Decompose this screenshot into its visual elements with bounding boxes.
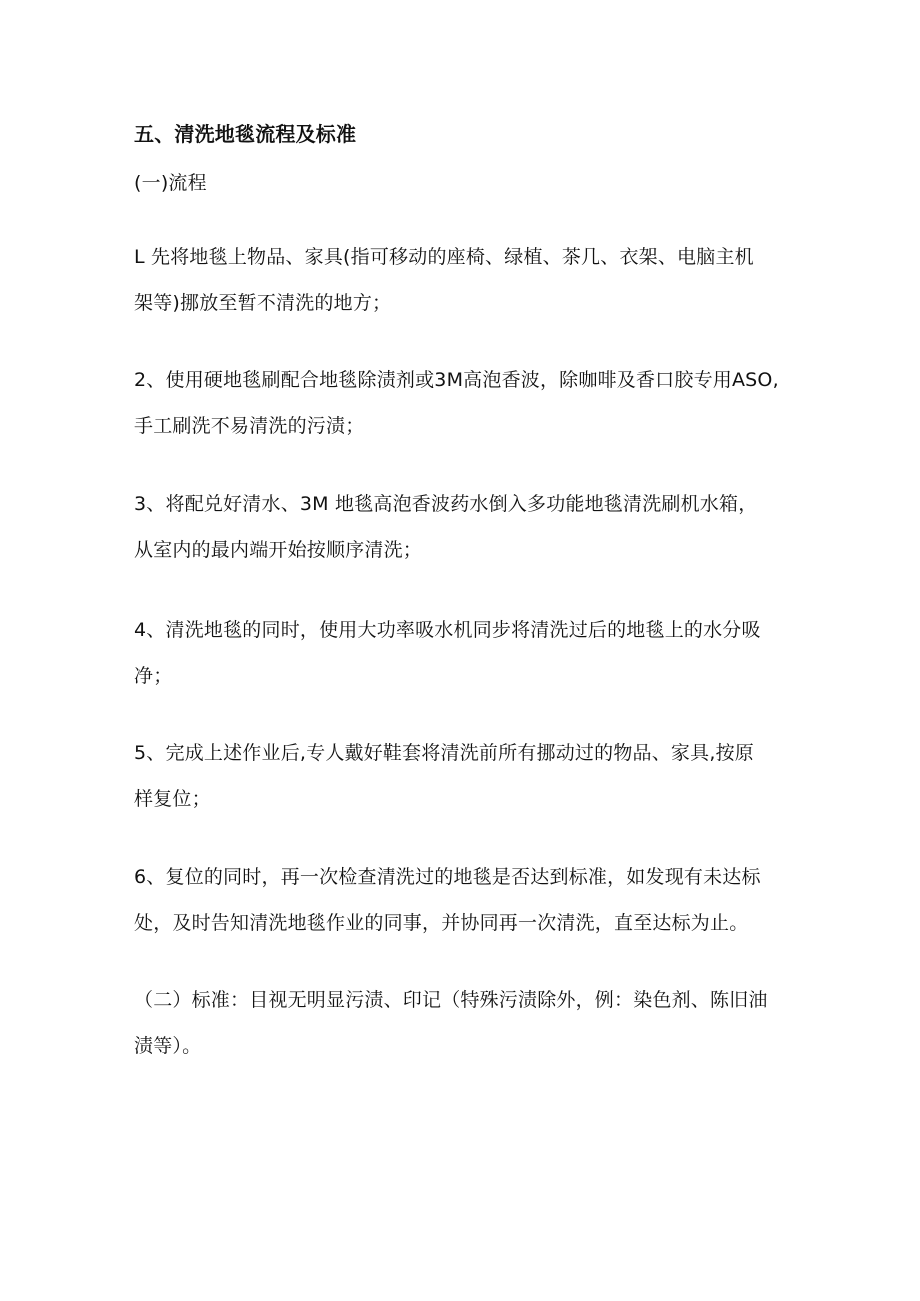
- step-1-line-2: 架等)挪放至暂不清洗的地方；: [134, 292, 392, 314]
- step-1-line-1: L 先将地毯上物品、家具(指可移动的座椅、绿植、茶几、衣架、电脑主机: [134, 246, 754, 268]
- section-title-text: 五、清洗地毯流程及标准: [134, 122, 357, 146]
- subsection-process-text: (一)流程: [134, 172, 207, 194]
- step-3-line-1: 3、将配兑好清水、3M 地毯高泡香波药水倒入多功能地毯清洗刷机水箱，: [134, 493, 758, 515]
- step-6-paragraph: [134, 854, 794, 946]
- step-4-line-2: 净；: [134, 665, 173, 687]
- step-2-paragraph: [134, 357, 794, 449]
- step-6-line-2: 处，及时告知清洗地毯作业的同事，并协同再一次清洗，直至达标为止。: [134, 912, 749, 934]
- step-5-paragraph: [134, 730, 794, 822]
- standard-line-1: （二）标准：目视无明显污渍、印记（特殊污渍除外，例：染色剂、陈旧油: [134, 989, 768, 1011]
- standard-paragraph: [134, 977, 794, 1069]
- step-3-line-2: 从室内的最内端开始按顺序清洗；: [134, 539, 423, 561]
- step-2-line-2: 手工刷洗不易清洗的污渍；: [134, 415, 365, 437]
- step-4-paragraph: [134, 607, 794, 699]
- step-1-paragraph: [134, 234, 794, 326]
- step-2-line-1: 2、使用硬地毯刷配合地毯除渍剂或3M高泡香波，除咖啡及香口胶专用ASO,: [134, 369, 779, 391]
- step-4-line-1: 4、清洗地毯的同时，使用大功率吸水机同步将清洗过后的地毯上的水分吸: [134, 619, 761, 641]
- step-3-paragraph: [134, 481, 794, 573]
- section-title: [134, 111, 794, 157]
- standard-line-2: 渍等）。: [134, 1035, 202, 1057]
- subsection-process-heading: [134, 160, 794, 206]
- step-5-line-1: 5、完成上述作业后,专人戴好鞋套将清洗前所有挪动过的物品、家具,按原: [134, 742, 754, 764]
- step-6-line-1: 6、复位的同时，再一次检查清洗过的地毯是否达到标准，如发现有未达标: [134, 866, 761, 888]
- step-5-line-2: 样复位；: [134, 788, 211, 810]
